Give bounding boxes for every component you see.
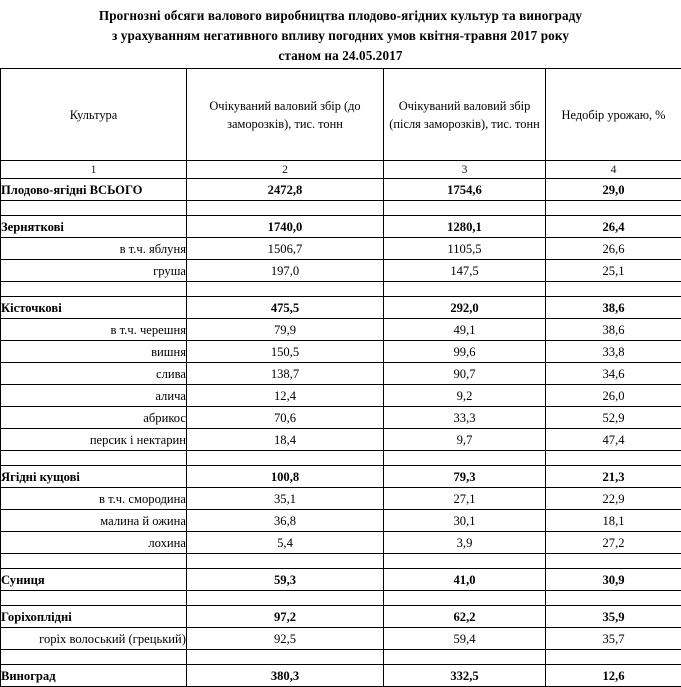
- spacer-cell: [1, 591, 187, 606]
- cell-after-frost: 62,2: [384, 606, 546, 628]
- spacer-cell: [384, 201, 546, 216]
- spacer-cell: [546, 451, 681, 466]
- cell-after-frost: 27,1: [384, 488, 546, 510]
- cell-loss-percent: 26,6: [546, 238, 681, 260]
- cell-before-frost: 12,4: [187, 385, 384, 407]
- spacer-cell: [1, 201, 187, 216]
- spacer-cell: [187, 554, 384, 569]
- column-number-4: 4: [546, 161, 681, 179]
- row-label-sub: горіх волоський (грецький): [1, 628, 187, 650]
- cell-after-frost: 1754,6: [384, 179, 546, 201]
- table-row: [1, 429, 681, 451]
- cell-before-frost: 92,5: [187, 628, 384, 650]
- column-number-row: [1, 161, 681, 179]
- table-row: [1, 606, 681, 628]
- column-header-culture: Культура: [1, 69, 187, 161]
- cell-after-frost: 30,1: [384, 510, 546, 532]
- table-row: [1, 569, 681, 591]
- spacer-cell: [546, 282, 681, 297]
- table-row: [1, 628, 681, 650]
- table-row: [1, 238, 681, 260]
- spacer-cell: [187, 591, 384, 606]
- table-row: [1, 319, 681, 341]
- column-number-2: 2: [187, 161, 384, 179]
- cell-loss-percent: 25,1: [546, 260, 681, 282]
- row-label-group: Виноград: [1, 665, 187, 687]
- table-row: [1, 385, 681, 407]
- table-row: [1, 297, 681, 319]
- row-label-sub: груша: [1, 260, 187, 282]
- spacer-cell: [1, 554, 187, 569]
- cell-loss-percent: 52,9: [546, 407, 681, 429]
- cell-loss-percent: 27,2: [546, 532, 681, 554]
- spacer-cell: [546, 201, 681, 216]
- cell-before-frost: 138,7: [187, 363, 384, 385]
- table-spacer-row: [1, 554, 681, 569]
- forecast-table: [0, 68, 681, 687]
- cell-loss-percent: 26,4: [546, 216, 681, 238]
- cell-loss-percent: 38,6: [546, 319, 681, 341]
- cell-loss-percent: 12,6: [546, 665, 681, 687]
- spacer-cell: [1, 650, 187, 665]
- cell-after-frost: 147,5: [384, 260, 546, 282]
- cell-before-frost: 36,8: [187, 510, 384, 532]
- column-header-loss-percent: Недобір урожаю, %: [546, 69, 681, 161]
- table-row: [1, 341, 681, 363]
- spacer-cell: [187, 650, 384, 665]
- row-label-sub: в т.ч. смородина: [1, 488, 187, 510]
- spacer-cell: [187, 451, 384, 466]
- cell-after-frost: 1280,1: [384, 216, 546, 238]
- cell-before-frost: 5,4: [187, 532, 384, 554]
- row-label-sub: слива: [1, 363, 187, 385]
- cell-after-frost: 1105,5: [384, 238, 546, 260]
- spacer-cell: [384, 554, 546, 569]
- cell-loss-percent: 34,6: [546, 363, 681, 385]
- table-spacer-row: [1, 650, 681, 665]
- column-header-before-frost: Очікуваний валовий збір (до заморозків), тис. тонн: [187, 69, 384, 161]
- cell-before-frost: 1506,7: [187, 238, 384, 260]
- spacer-cell: [546, 591, 681, 606]
- cell-before-frost: 197,0: [187, 260, 384, 282]
- cell-after-frost: 49,1: [384, 319, 546, 341]
- cell-loss-percent: 22,9: [546, 488, 681, 510]
- table-row: [1, 532, 681, 554]
- table-body: [1, 179, 681, 687]
- cell-after-frost: 41,0: [384, 569, 546, 591]
- row-label-sub: лохина: [1, 532, 187, 554]
- cell-before-frost: 1740,0: [187, 216, 384, 238]
- spacer-cell: [546, 554, 681, 569]
- cell-after-frost: 3,9: [384, 532, 546, 554]
- spacer-cell: [187, 282, 384, 297]
- row-label-group: Плодово-ягідні ВСЬОГО: [1, 179, 187, 201]
- table-header-row: [1, 69, 681, 161]
- spacer-cell: [187, 201, 384, 216]
- table-spacer-row: [1, 451, 681, 466]
- cell-loss-percent: 30,9: [546, 569, 681, 591]
- column-number-3: 3: [384, 161, 546, 179]
- cell-before-frost: 475,5: [187, 297, 384, 319]
- row-label-sub: абрикос: [1, 407, 187, 429]
- row-label-sub: в т.ч. черешня: [1, 319, 187, 341]
- cell-after-frost: 99,6: [384, 341, 546, 363]
- row-label-group: Ягідні кущові: [1, 466, 187, 488]
- title-line-3: станом на 24.05.2017: [18, 46, 663, 66]
- table-row: [1, 179, 681, 201]
- cell-loss-percent: 26,0: [546, 385, 681, 407]
- column-header-after-frost: Очікуваний валовий збір (після заморозків), тис. тонн: [384, 69, 546, 161]
- title-line-2: з урахуванням негативного впливу погодних умов квітня-травня 2017 року: [18, 26, 663, 46]
- cell-before-frost: 35,1: [187, 488, 384, 510]
- row-label-group: Зерняткові: [1, 216, 187, 238]
- table-spacer-row: [1, 591, 681, 606]
- cell-before-frost: 59,3: [187, 569, 384, 591]
- cell-before-frost: 100,8: [187, 466, 384, 488]
- spacer-cell: [384, 591, 546, 606]
- cell-before-frost: 150,5: [187, 341, 384, 363]
- row-label-group: Горіхоплідні: [1, 606, 187, 628]
- table-row: [1, 407, 681, 429]
- spacer-cell: [1, 451, 187, 466]
- cell-loss-percent: 21,3: [546, 466, 681, 488]
- row-label-group: Кісточкові: [1, 297, 187, 319]
- cell-after-frost: 33,3: [384, 407, 546, 429]
- cell-before-frost: 97,2: [187, 606, 384, 628]
- table-row: [1, 363, 681, 385]
- cell-loss-percent: 35,7: [546, 628, 681, 650]
- row-label-sub: в т.ч. яблуня: [1, 238, 187, 260]
- cell-after-frost: 90,7: [384, 363, 546, 385]
- row-label-sub: алича: [1, 385, 187, 407]
- title-line-1: Прогнозні обсяги валового виробництва плодово-ягідних культур та винограду: [18, 6, 663, 26]
- cell-after-frost: 79,3: [384, 466, 546, 488]
- cell-before-frost: 2472,8: [187, 179, 384, 201]
- cell-loss-percent: 35,9: [546, 606, 681, 628]
- cell-before-frost: 70,6: [187, 407, 384, 429]
- cell-loss-percent: 33,8: [546, 341, 681, 363]
- spacer-cell: [1, 282, 187, 297]
- table-row: [1, 216, 681, 238]
- column-number-1: 1: [1, 161, 187, 179]
- table-row: [1, 510, 681, 532]
- spacer-cell: [384, 282, 546, 297]
- table-row: [1, 260, 681, 282]
- table-spacer-row: [1, 201, 681, 216]
- row-label-sub: малина й ожина: [1, 510, 187, 532]
- cell-loss-percent: 47,4: [546, 429, 681, 451]
- cell-before-frost: 79,9: [187, 319, 384, 341]
- cell-after-frost: 292,0: [384, 297, 546, 319]
- cell-after-frost: 9,2: [384, 385, 546, 407]
- table-row: [1, 665, 681, 687]
- spacer-cell: [384, 650, 546, 665]
- table-spacer-row: [1, 282, 681, 297]
- table-header: [1, 69, 681, 179]
- cell-after-frost: 332,5: [384, 665, 546, 687]
- spacer-cell: [546, 650, 681, 665]
- table-row: [1, 488, 681, 510]
- cell-after-frost: 59,4: [384, 628, 546, 650]
- cell-after-frost: 9,7: [384, 429, 546, 451]
- row-label-sub: персик і нектарин: [1, 429, 187, 451]
- row-label-sub: вишня: [1, 341, 187, 363]
- cell-before-frost: 18,4: [187, 429, 384, 451]
- document-title-block: [0, 0, 681, 68]
- cell-loss-percent: 29,0: [546, 179, 681, 201]
- cell-before-frost: 380,3: [187, 665, 384, 687]
- cell-loss-percent: 18,1: [546, 510, 681, 532]
- spacer-cell: [384, 451, 546, 466]
- cell-loss-percent: 38,6: [546, 297, 681, 319]
- table-row: [1, 466, 681, 488]
- row-label-group: Суниця: [1, 569, 187, 591]
